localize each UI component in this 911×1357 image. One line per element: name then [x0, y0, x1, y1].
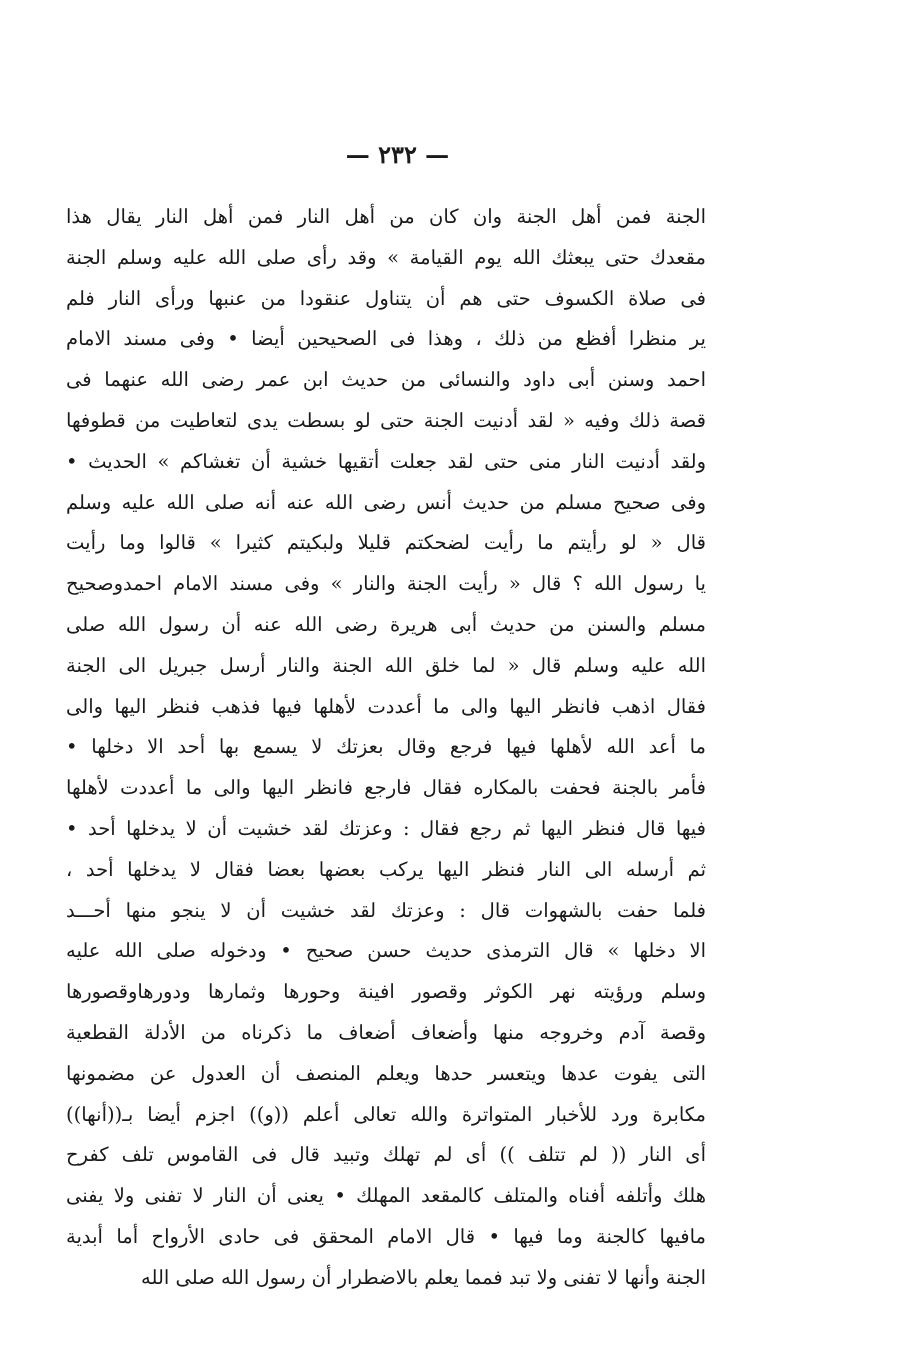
text-line: فأمر بالجنة فحفت بالمكاره فقال فارجع فانظر اليها والى ما أعددت لأهلها [66, 776, 706, 800]
text-line: فيها قال فنظر اليها ثم رجع فقال : وعزتك لقد خشيت أن لا يدخلها أحد • [66, 816, 706, 840]
text-line: الله عليه وسلم قال « لما خلق الله الجنة والنار أرسل جبريل الى الجنة [66, 653, 706, 677]
text-line: هلك وأتلفه أفناه والمتلف كالمقعد المهلك • يعنى أن النار لا تفنى ولا يفنى [66, 1184, 706, 1208]
text-line: يا رسول الله ؟ قال « رأيت الجنة والنار » وفى مسند الامام احمدوصحيح [66, 572, 706, 596]
text-line: ما أعد الله لأهلها فيها فرجع وقال بعزتك لا يسمع بها أحد الا دخلها • [66, 735, 706, 759]
text-line: ثم أرسله الى النار فنظر اليها يركب بعضها بعضا فقال لا يدخلها أحد ، [66, 857, 706, 881]
text-line: الجنة فمن أهل الجنة وان كان من أهل النار فمن أهل النار يقال هذا [66, 205, 706, 228]
text-line: وسلم ورؤيته نهر الكوثر وقصور افينة وحورها وثمارها ودورهاوقصورها [66, 980, 706, 1004]
text-line: وقصة آدم وخروجه منها وأضعاف أضعاف ما ذكرناه من الأدلة القطعية [66, 1020, 706, 1044]
text-line: ولقد أدنيت النار منى حتى لقد جعلت أتقيها خشية أن تغشاكم » الحديث • [66, 449, 706, 473]
text-line: قال « لو رأيتم ما رأيت لضحكتم قليلا ولبكيتم كثيرا » قالوا وما رأيت [66, 531, 706, 555]
text-line: مكابرة ورد للأخبار المتواترة والله تعالى أعلم ((و)) اجزم أيضا بـ((أنها)) [66, 1102, 706, 1126]
text-line: فقال اذهب فانظر اليها والى ما أعددت لأهلها فيها فذهب فنظر اليها والى [66, 694, 706, 718]
text-line: وفى صحيح مسلم من حديث أنس رضى الله عنه أنه صلى الله عليه وسلم [66, 490, 706, 514]
text-line: مسلم والسنن من حديث أبى هريرة رضى الله عنه أن رسول الله صلى [66, 612, 706, 636]
body-text [66, 197, 706, 1299]
text-line: أى النار (( لم تتلف )) أى لم تهلك وتبيد قال فى القاموس تلف كفرح [66, 1143, 706, 1167]
text-line: الا دخلها » قال الترمذى حديث حسن صحيح • ودخوله صلى الله عليه [66, 939, 706, 963]
text-line: مقعدك حتى يبعثك الله يوم القيامة » وقد رأى صلى الله عليه وسلم الجنة [66, 245, 706, 269]
text-line: فلما حفت بالشهوات قال : وعزتك لقد خشيت أن لا ينجو منها أحـــد [66, 898, 706, 922]
text-line: احمد وسنن أبى داود والنسائى من حديث ابن عمر رضى الله عنهما فى [66, 368, 706, 392]
text-line: قصة ذلك وفيه « لقد أدنيت الجنة حتى لو بسطت يدى لتعاطيت من قطوفها [66, 408, 706, 432]
text-line: فى صلاة الكسوف حتى هم أن يتناول عنقودا من عنبها ورأى النار فلم [66, 286, 706, 310]
text-line: مافيها كالجنة وما فيها • قال الامام المحقق فى حادى الأرواح أما أبدية [66, 1224, 706, 1248]
text-line: ير منظرا أفظع من ذلك ، وهذا فى الصحيحين أيضا • وفى مسند الامام [66, 327, 706, 351]
text-line: التى يفوت عدها ويتعسر حدها ويعلم المنصف أن العدول عن مضمونها [66, 1061, 706, 1085]
page-number: — ٢٣٢ — [345, 140, 450, 169]
text-line: الجنة وأنها لا تفنى ولا تبد فمما يعلم بالاضطرار أن رسول الله صلى الله [141, 1265, 706, 1289]
